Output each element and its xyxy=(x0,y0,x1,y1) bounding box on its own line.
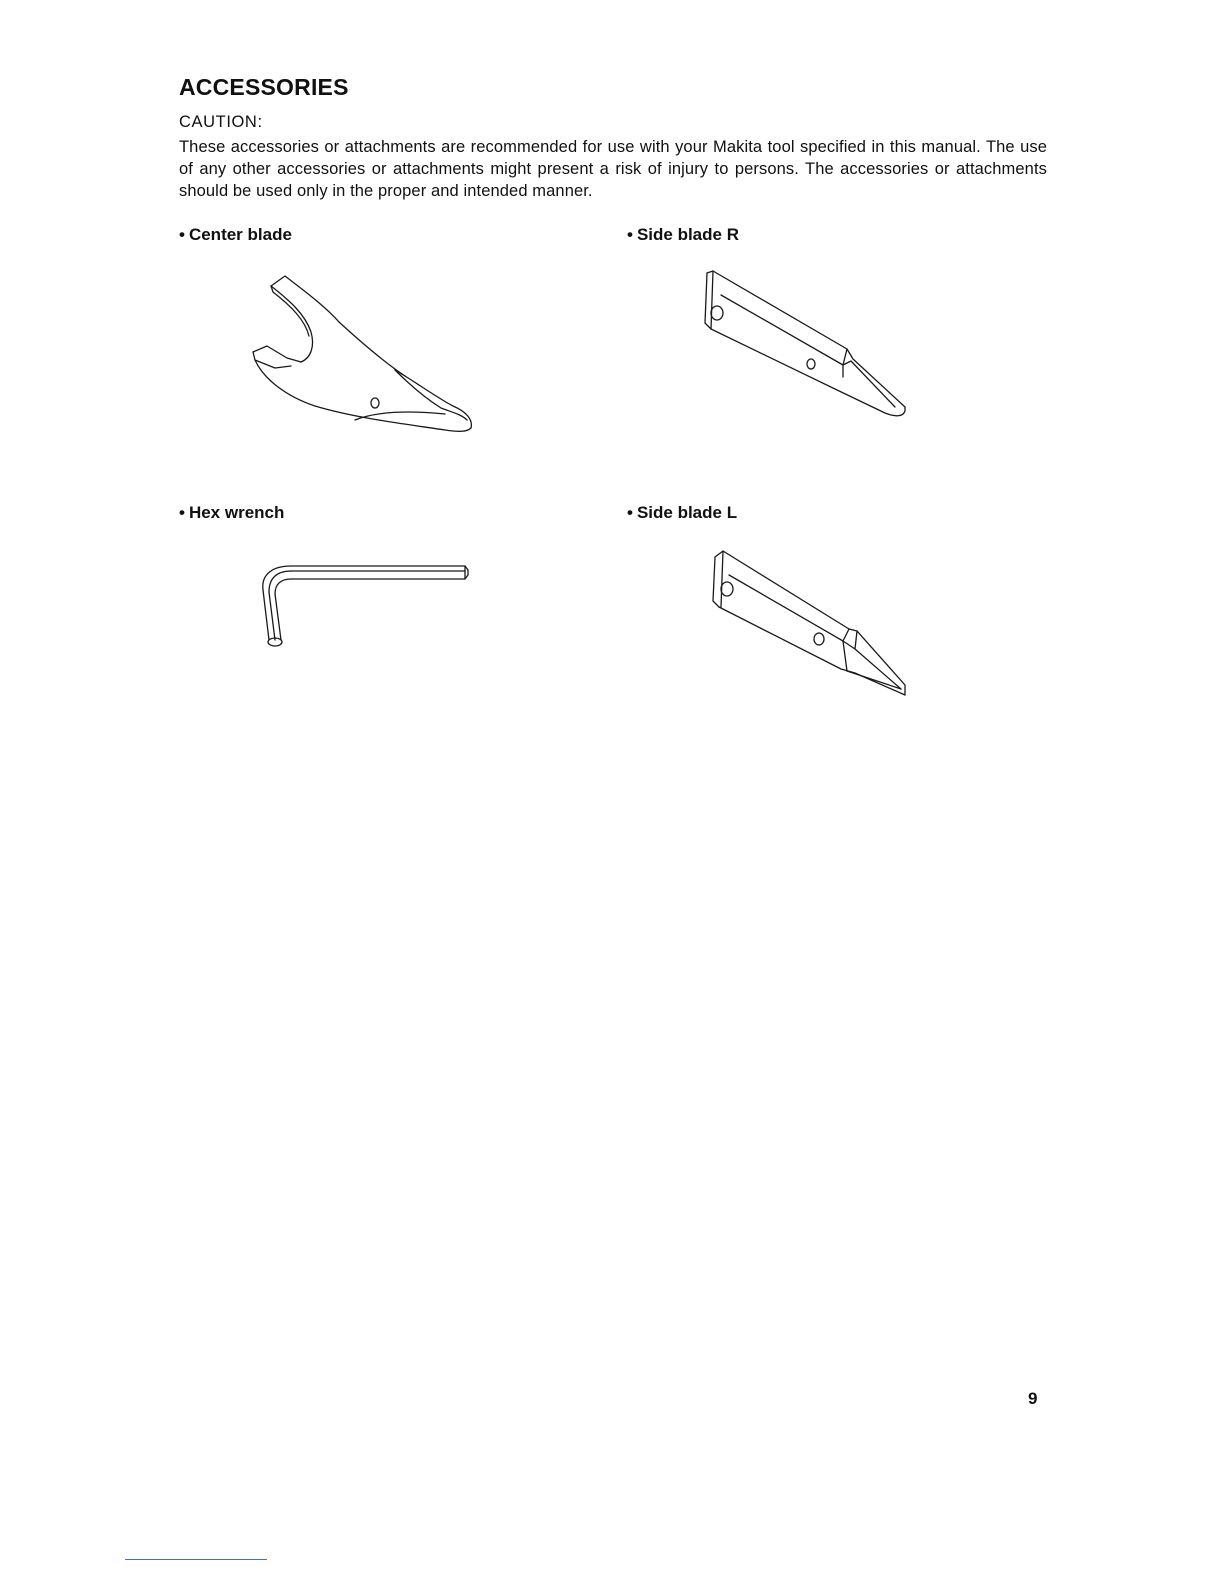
accessory-name: Hex wrench xyxy=(188,503,285,522)
accessory-name: Side blade L xyxy=(636,503,738,522)
side-blade-r-illustration xyxy=(695,265,915,425)
accessory-label-center-blade xyxy=(179,225,292,245)
bullet: • xyxy=(627,225,633,244)
accessory-label-side-blade-l xyxy=(627,503,737,523)
side-blade-l-illustration xyxy=(705,545,920,710)
page-number: 9 xyxy=(1028,1389,1038,1408)
footer-link-underline xyxy=(125,1559,267,1560)
hex-wrench-illustration xyxy=(255,560,475,655)
caution-label: CAUTION: xyxy=(179,113,263,131)
section-title: ACCESSORIES xyxy=(179,74,349,100)
accessory-label-hex-wrench xyxy=(179,503,284,523)
center-blade-illustration xyxy=(245,270,485,440)
accessory-name: Side blade R xyxy=(636,225,739,244)
bullet: • xyxy=(179,503,185,522)
caution-text: These accessories or attachments are recommended for use with your Makita tool specified in this manual. The use of any other accessories or attachments might present a risk of injury to persons. The accessories or attachments should be used only in the proper and intended manner. xyxy=(179,138,1047,200)
bullet: • xyxy=(627,503,633,522)
bullet: • xyxy=(179,225,185,244)
accessory-label-side-blade-r xyxy=(627,225,739,245)
accessory-name: Center blade xyxy=(188,225,292,244)
